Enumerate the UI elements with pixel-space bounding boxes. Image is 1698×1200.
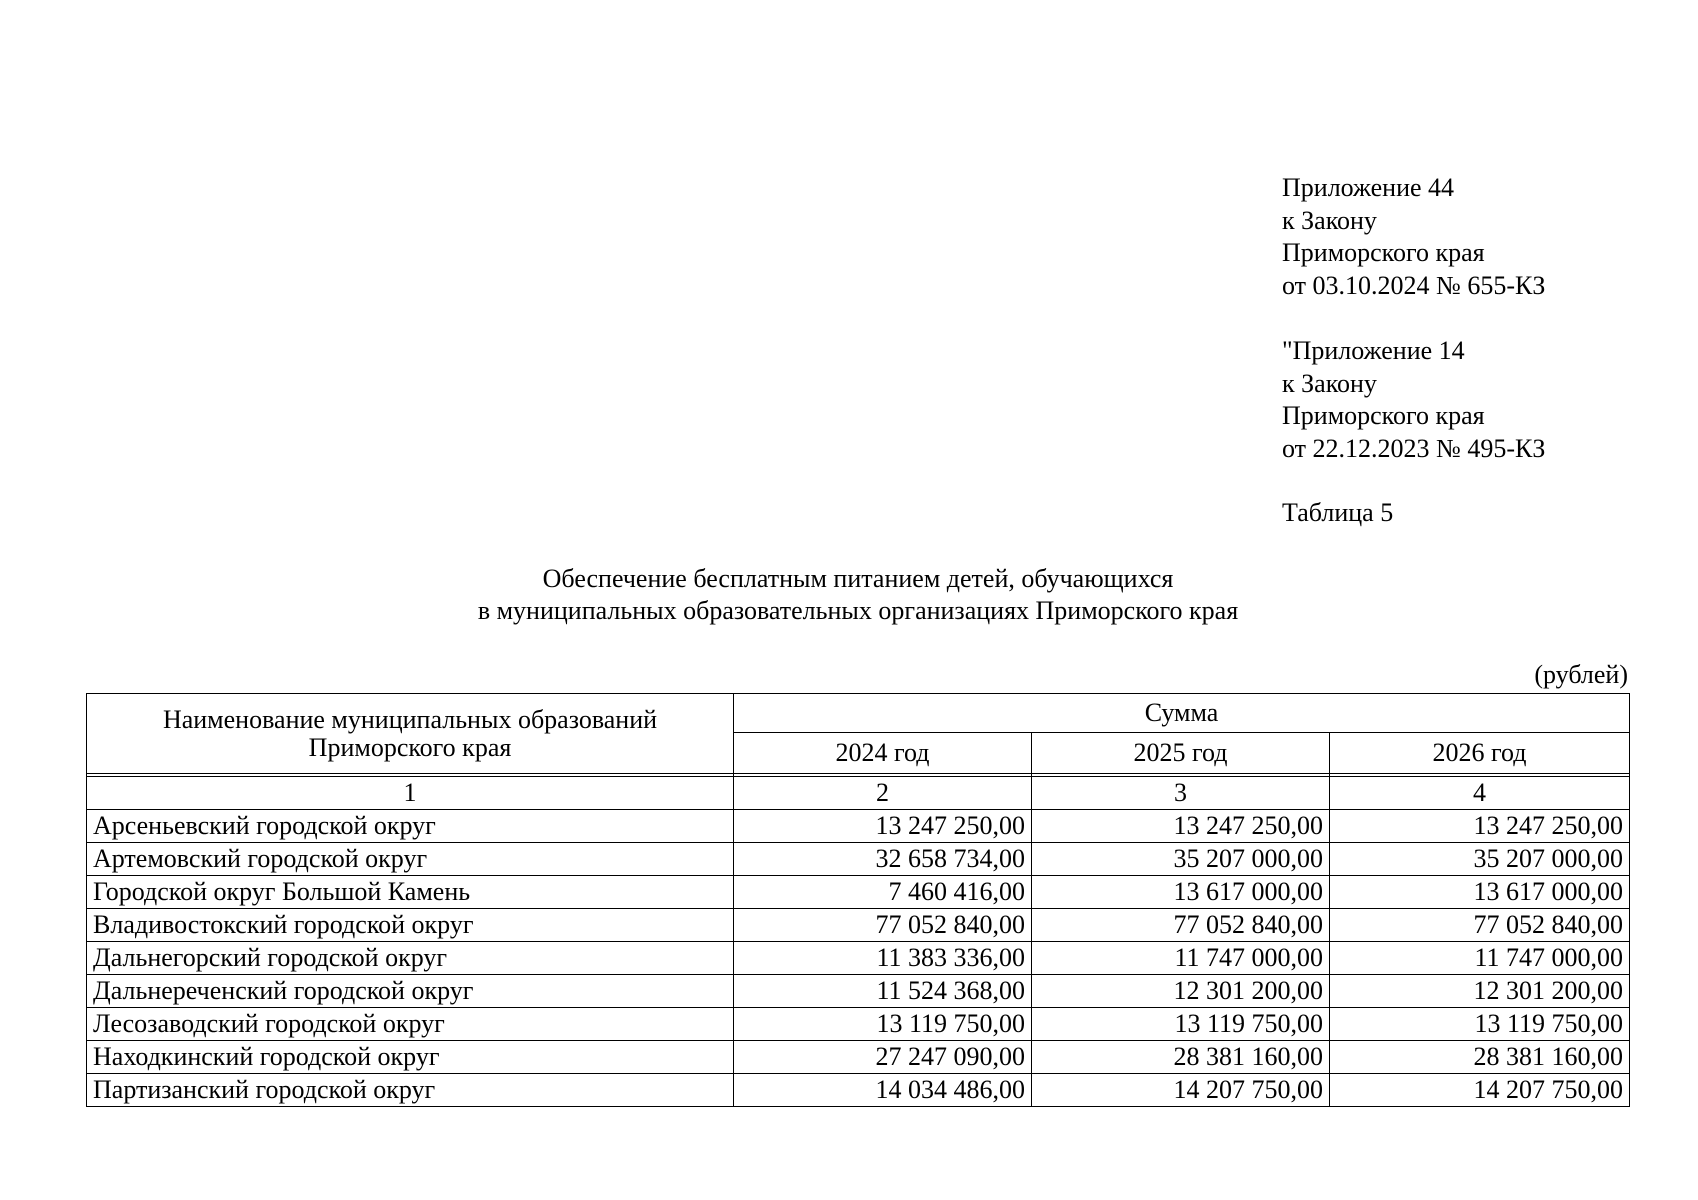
column-number: 2: [734, 777, 1032, 810]
municipality-name: Дальнереченский городской округ: [87, 975, 734, 1008]
appendix-44-block: [1282, 172, 1545, 302]
appendix-44-line-3: Приморского края: [1282, 238, 1485, 267]
amount-2024: 77 052 840,00: [734, 909, 1032, 942]
amount-2026: 11 747 000,00: [1330, 942, 1630, 975]
amount-2025: 77 052 840,00: [1032, 909, 1330, 942]
amount-2026: 28 381 160,00: [1330, 1041, 1630, 1074]
table-row: [87, 810, 1630, 843]
table-row: [87, 876, 1630, 909]
amount-2025: 11 747 000,00: [1032, 942, 1330, 975]
header-year-2026: 2026 год: [1330, 733, 1630, 774]
appendix-14-line-1: "Приложение 14: [1282, 336, 1465, 365]
table-row: [87, 1074, 1630, 1107]
document-title-line-2: в муниципальных образовательных организациях Приморского края: [477, 596, 1239, 625]
appendix-44-line-1: Приложение 44: [1282, 173, 1455, 202]
amount-2026: 14 207 750,00: [1330, 1074, 1630, 1107]
amount-2025: 28 381 160,00: [1032, 1041, 1330, 1074]
municipality-name: Артемовский городской округ: [87, 843, 734, 876]
amount-2026: 13 617 000,00: [1330, 876, 1630, 909]
appendix-14-line-2: к Закону: [1282, 368, 1377, 398]
table-row: [87, 1041, 1630, 1074]
amount-2024: 14 034 486,00: [734, 1074, 1032, 1107]
table-row: [87, 942, 1630, 975]
municipality-name: Находкинский городской округ: [87, 1041, 734, 1074]
header-municipality-name: [87, 694, 734, 774]
column-number: 1: [87, 777, 734, 810]
appendix-14-line-4: от 22.12.2023 № 495-КЗ: [1282, 433, 1546, 463]
units-label: (рублей): [1534, 660, 1628, 689]
appendix-14-line-3: Приморского края: [1282, 401, 1485, 430]
document-title-line-1: Обеспечение бесплатным питанием детей, обучающихся: [542, 564, 1174, 593]
amount-2024: 7 460 416,00: [734, 876, 1032, 909]
municipality-name: Лесозаводский городской округ: [87, 1008, 734, 1041]
municipality-name: Арсеньевский городской округ: [87, 810, 734, 843]
table-row: [87, 975, 1630, 1008]
column-number: 3: [1032, 777, 1330, 810]
table-number: Таблица 5: [1282, 498, 1394, 527]
table-row: [87, 909, 1630, 942]
amount-2024: 11 524 368,00: [734, 975, 1032, 1008]
header-year-2025: 2025 год: [1032, 733, 1330, 774]
amount-2024: 27 247 090,00: [734, 1041, 1032, 1074]
amount-2024: 11 383 336,00: [734, 942, 1032, 975]
amount-2025: 12 301 200,00: [1032, 975, 1330, 1008]
amount-2026: 13 247 250,00: [1330, 810, 1630, 843]
amount-2026: 13 119 750,00: [1330, 1008, 1630, 1041]
amount-2025: 13 247 250,00: [1032, 810, 1330, 843]
amount-2025: 14 207 750,00: [1032, 1074, 1330, 1107]
table-row: [87, 1008, 1630, 1041]
appendix-44-line-4: от 03.10.2024 № 655-КЗ: [1282, 270, 1546, 300]
amount-2025: 13 119 750,00: [1032, 1008, 1330, 1041]
header-name-line-1: Наименование муниципальных образований: [162, 704, 658, 734]
amount-2024: 13 119 750,00: [734, 1008, 1032, 1041]
municipality-name: Партизанский городской округ: [87, 1074, 734, 1107]
header-name-line-2: Приморского края: [308, 732, 512, 762]
header-year-2024: 2024 год: [734, 733, 1032, 774]
amount-2024: 32 658 734,00: [734, 843, 1032, 876]
amount-2024: 13 247 250,00: [734, 810, 1032, 843]
municipality-name: Владивостокский городской округ: [87, 909, 734, 942]
amount-2026: 35 207 000,00: [1330, 843, 1630, 876]
amount-2025: 13 617 000,00: [1032, 876, 1330, 909]
column-number-row: [87, 777, 1630, 810]
document-title: [0, 563, 1698, 627]
appendix-14-block: [1282, 335, 1545, 465]
municipality-name: Дальнегорский городской округ: [87, 942, 734, 975]
amount-2026: 12 301 200,00: [1330, 975, 1630, 1008]
table-row: [87, 843, 1630, 876]
amount-2026: 77 052 840,00: [1330, 909, 1630, 942]
appendix-44-line-2: к Закону: [1282, 205, 1377, 235]
funding-table: [86, 693, 1630, 1107]
amount-2025: 35 207 000,00: [1032, 843, 1330, 876]
municipality-name: Городской округ Большой Камень: [87, 876, 734, 909]
header-sum: Сумма: [734, 694, 1630, 733]
column-number: 4: [1330, 777, 1630, 810]
